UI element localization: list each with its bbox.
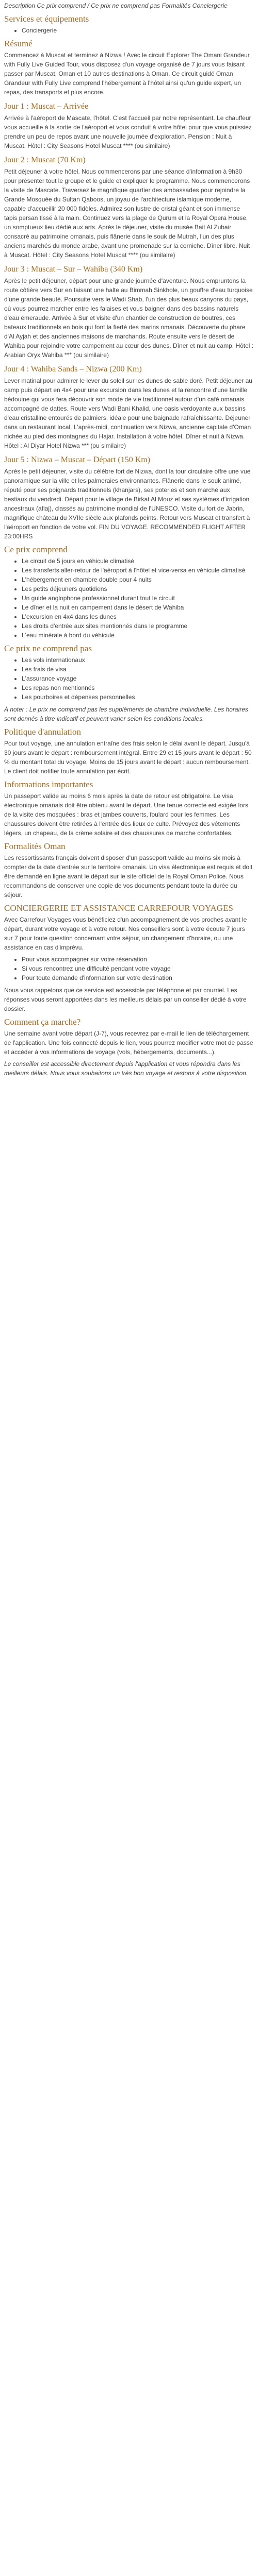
excludes-list (4, 655, 254, 702)
excludes-item: • Les repas non mentionnés (22, 683, 254, 692)
concierge-text-2: Nous vous rappelons que ce service est accessible par téléphone et par courriel. Les réponses vous seront apportées dans les meilleurs délais par un conseiller dédié à votre dossier. (4, 987, 247, 1012)
day1-text: Arrivée à l'aéroport de Mascate, l'hôtel. C'est l'accueil par notre représentant. Le chauffeur vous accueille à la sortie de l'aéroport et vous conduit à votre hôtel pour que vous puissiez prendre un peu de repos avant une nouvelle journée d'exploration. Pension : Nuit à Muscat. Hôtel : City Seasons Hotel Muscat **** (ou similaire) (4, 114, 252, 149)
concierge-item: • Si vous rencontrez une difficulté pendant votre voyage (22, 964, 254, 973)
includes-item: • Le dîner et la nuit en campement dans le désert de Wahiba (22, 603, 254, 612)
includes-item: • Un guide anglophone professionnel durant tout le circuit (22, 594, 254, 603)
includes-item: • L'eau minérale à bord du véhicule (22, 631, 254, 640)
day4-heading: Jour 4 : Wahiba Sands – Nizwa (200 Km) (4, 365, 142, 374)
excludes-heading: Ce prix ne comprend pas (4, 643, 92, 653)
excludes-item: • Les pourboires et dépenses personnelles (22, 692, 254, 702)
cancel-text: Pour tout voyage, une annulation entraîne des frais selon le délai avant le départ. Jusqu'à 30 jours avant le départ : remboursement intégral. Entre 29 et 15 jours avant le départ : 50 % du montant total du voyage. Moins de 15 jours avant le départ : aucun remboursement. Le client doit notifier toute annulation par écrit. (4, 740, 252, 775)
services-heading: Services et équipements (4, 14, 89, 24)
excludes-item: • Les frais de visa (22, 665, 254, 674)
cancel-heading: Politique d'annulation (4, 727, 81, 737)
includes-item: • L'hébergement en chambre double pour 4 nuits (22, 575, 254, 584)
includes-item: • Les transferts aller-retour de l'aéroport à l'hôtel et vice-versa en véhicule climatisé (22, 566, 254, 575)
concierge-text: Avec Carrefour Voyages vous bénéficiez d'un accompagnement de vos proches avant le départ, durant votre voyage et à votre retour. Nos conseillers sont à votre écoute 7 jours sur 7 pour toute question concernant votre séjour, un changement d'horaire, ou une assistance en cas d'imprévu. (4, 916, 247, 951)
day2-text: Petit déjeuner à votre hôtel. Nous commencerons par une séance d'information à 9h30 pour présenter tout le groupe et le guide et expliquer le programme. Nous commencerons la visite de Mascate. Traversez le magnifique quartier des ambassades pour rejoindre la Grande Mosquée du Sultan Qaboos, un joyau de l'architecture islamique moderne, capable d'accueillir 20 000 fidèles. Admirez son lustre de cristal géant et son immense tapis persan tissé à la main. Continuez vers la plage de Qurum et la Royal Opera House, un somptueux lieu dédié aux arts. Après le déjeuner, visite du musée Bait Al Zubair consacré au patrimoine omanais, puis flânerie dans le souk de Mutrah, l'un des plus anciens marchés du monde arabe, avant une promenade sur la corniche. Dîner libre. Nuit à Muscat. Hôtel : City Seasons Hotel Muscat **** (ou similaire) (4, 168, 250, 259)
day5-text: Après le petit déjeuner, visite du célèbre fort de Nizwa, dont la tour circulaire offre une vue panoramique sur la ville et les palmeraies environnantes. Flânerie dans le souk animé, réputé pour ses poignards traditionnels (khanjars), ses poteries et son marché aux bestiaux du vendredi. Départ pour le village de Birkat Al Mouz et ses systèmes d'irrigation ancestraux (aflaj), classés au patrimoine mondial de l'UNESCO. Visite du fort de Jabrin, magnifique château du XVIIe siècle aux plafonds peints. Retour vers Muscat et transfert à l'aéroport en fonction de votre vol. FIN DU VOYAGE. RECOMMENDED FLIGHT AFTER 23:00HRS (4, 468, 251, 540)
includes-item: • Les petits déjeuners quotidiens (22, 584, 254, 594)
download-heading: Comment ça marche? (4, 1017, 81, 1027)
includes-list (4, 556, 254, 640)
download-note: Le conseiller est accessible directement depuis l'application et vous répondra dans les meilleurs délais. Nous vous souhaitons un très bon voyage et restons à votre disposition. (4, 1060, 248, 1077)
concierge-item: • Pour toute demande d'information sur votre destination (22, 973, 254, 982)
excludes-item: • L'assurance voyage (22, 674, 254, 683)
info-heading: Informations importantes (4, 779, 93, 789)
day1-heading: Jour 1 : Muscat – Arrivée (4, 102, 89, 111)
services-list (4, 26, 254, 35)
includes-item: • Les droits d'entrée aux sites mentionnés dans le programme (22, 621, 254, 631)
intro-line: Description Ce prix comprend / Ce prix ne comprend pas Formalités Conciergerie (4, 2, 228, 9)
formalities-text: Les ressortissants français doivent disposer d'un passeport valide au moins six mois à compter de la date d'entrée sur le territoire omanais. Un visa électronique est requis et doit être demandé en ligne avant le départ sur le site officiel de la Royal Oman Police. Nous recommandons de conserver une copie de vos documents pendant toute la durée du séjour. (4, 854, 253, 899)
concierge-item: • Pour vous accompagner sur votre réservation (22, 955, 254, 964)
day4-text: Lever matinal pour admirer le lever du soleil sur les dunes de sable doré. Petit déjeuner au camp puis départ en 4x4 pour une excursion dans les dunes et la rencontre d'une famille bédouine qui vous fera découvrir son mode de vie traditionnel autour d'un café omanais accompagné de dattes. Route vers Wadi Bani Khalid, une oasis verdoyante aux bassins d'eau cristalline entourés de palmiers, idéale pour une baignade rafraîchissante. Déjeuner dans un restaurant local. L'après-midi, continuation vers Nizwa, ancienne capitale d'Oman nichée au pied des montagnes du Hajar. Installation à votre hôtel. Dîner et nuit à Nizwa. Hôtel : Al Diyar Hotel Nizwa *** (ou similaire) (4, 377, 252, 449)
excludes-item: • Les vols internationaux (22, 655, 254, 665)
excludes-note: À noter : Le prix ne comprend pas les suppléments de chambre individuelle. Les horaires sont donnés à titre indicatif et peuvent varier selon les conditions locales. (4, 706, 248, 722)
download-text: Une semaine avant votre départ (J-7), vous recevrez par e-mail le lien de téléchargement de l'application. Une fois connecté depuis le lien, vous pourrez modifier votre mot de passe et accéder à vos informations de voyage (vols, hébergements, documents...). (4, 1030, 253, 1056)
resume-heading: Résumé (4, 39, 33, 48)
day2-heading: Jour 2 : Muscat (70 Km) (4, 156, 86, 164)
day3-heading: Jour 3 : Muscat – Sur – Wahiba (340 Km) (4, 265, 143, 274)
info-text: Un passeport valide au moins 6 mois après la date de retour est obligatoire. Le visa électronique omanais doit être obtenu avant le départ. Une tenue correcte est exigée lors de la visite des mosquées : bras et jambes couverts, foulard pour les femmes. Les chaussures doivent être retirées à l'entrée des lieux de culte. Prévoyez des vêtements légers, un chapeau, de la crème solaire et des chaussures de marche confortables. (4, 792, 248, 837)
formalities-heading: Formalités Oman (4, 841, 66, 851)
services-item: • Conciergerie (22, 26, 254, 35)
concierge-heading: CONCIERGERIE ET ASSISTANCE CARREFOUR VOYAGES (4, 903, 233, 913)
day3-text: Après le petit déjeuner, départ pour une grande journée d'aventure. Nous empruntons la route côtière vers Sur en faisant une halte au Bimmah Sinkhole, un gouffre d'eau turquoise d'une grande beauté. Poursuite vers le Wadi Shab, l'un des plus beaux canyons du pays, où vous pourrez marcher entre les falaises et vous baigner dans des bassins naturels d'eau émeraude. Arrivée à Sur et visite d'un chantier de construction de boutres, ces bateaux traditionnels en bois qui font la fierté des marins omanais. Découverte du phare d'Al Ayjah et des anciennes maisons de marchands. Route ensuite vers le désert de Wahiba pour rejoindre votre campement au cœur des dunes. Dîner et nuit au camp. Hôtel : Arabian Oryx Wahiba *** (ou similaire) (4, 277, 254, 359)
resume-text: Commencez à Muscat et terminez à Nizwa ! Avec le circuit Explorer The Omani Grandeur with Fully Live Guided Tour, vous disposez d'un voyage organisé de 7 jours vous faisant passer par Muscat, Oman et 10 autres destinations à Oman. Ce circuit guidé Oman Grandeur with Fully Live comprend l'hébergement à l'hôtel ainsi qu'un guide expert, un repas, des transports et plus encore. (4, 52, 250, 96)
day5-heading: Jour 5 : Nizwa – Muscat – Départ (150 Km) (4, 455, 151, 464)
concierge-list (4, 955, 254, 982)
includes-heading: Ce prix comprend (4, 545, 68, 554)
page-content (0, 0, 258, 1078)
includes-item: • L'excursion en 4x4 dans les dunes (22, 612, 254, 621)
includes-item: • Le circuit de 5 jours en véhicule climatisé (22, 556, 254, 566)
